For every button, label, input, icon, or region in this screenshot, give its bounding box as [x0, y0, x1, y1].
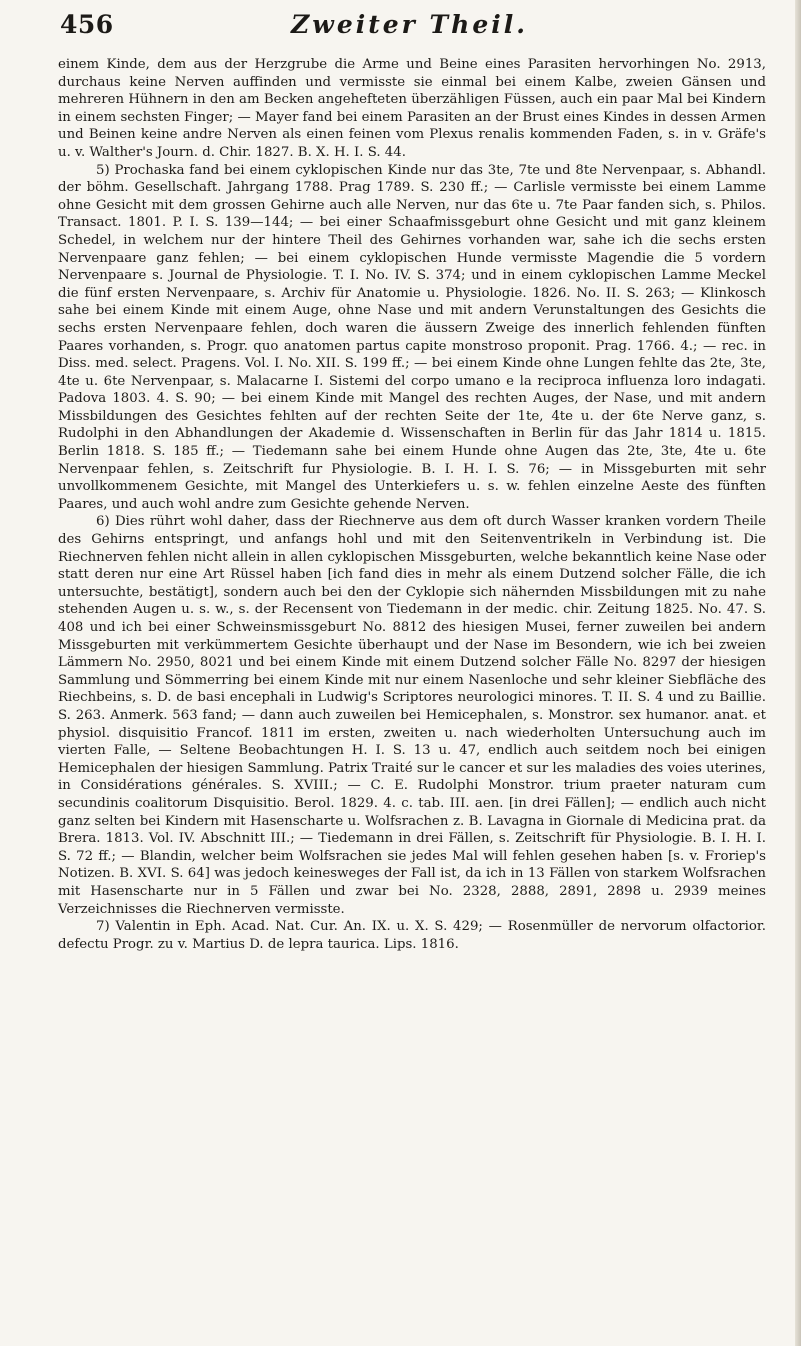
- page-header: [60, 10, 759, 50]
- body-text: [58, 56, 766, 953]
- footnote-5: 5) Prochaska fand bei einem cyklopischen Kinde nur das 3te, 7te und 8te Nervenpaar, s. Abhandl. der böhm. Gesellschaft. Jahrgang 1788. Prag 1789. S. 230 ff.; — Carlisle vermisste bei einem Lamme ohne Gesicht mit dem grossen Gehirne auch alle Nerven, nur das 6te u. 7te Paar fanden sich, s. Philos. Transact. 1801. P. I. S. 139—144; — bei einer Schaafmissgeburt ohne Gesicht und mit ganz kleinem Schedel, in welchem nur der hintere Theil des Gehirnes vorhanden war, sahe ich die sechs ersten Nervenpaare ganz fehlen; — bei einem cyklopischen Hunde vermisste Magendie die 5 vordern Nervenpaare s. Journal de Physiologie. T. I. No. IV. S. 374; und in einem cyklopischen Lamme Meckel die fünf ersten Nervenpaare, s. Archiv für Anatomie u. Physiologie. 1826. No. II. S. 263; — Klinkosch sahe bei einem Kinde mit einem Auge, ohne Nase und mit andern Verunstaltungen des Gesichts die sechs ersten Nervenpaare fehlen, doch waren die äussern Zweige des innerlich fehlenden fünften Paares vorhanden, s. Progr. quo anatomen partus capite monstroso proponit. Prag. 1766. 4.; — rec. in Diss. med. select. Pragens. Vol. I. No. XII. S. 199 ff.; — bei einem Kinde ohne Lungen fehlte das 2te, 3te, 4te u. 6te Nervenpaar, s. Malacarne I. Sistemi del corpo umano e la reciproca influenza loro indagati. Padova 1803. 4. S. 90; — bei einem Kinde mit Mangel des rechten Auges, der Nase, und mit andern Missbildungen des Gesichtes fehlten auf der rechten Seite der 1te, 4te u. der 6te Nerve ganz, s. Rudolphi in den Abhandlungen der Akademie d. Wissenschaften in Berlin für das Jahr 1814 u. 1815. Berlin 1818. S. 185 ff.; — Tiedemann sahe bei einem Hunde ohne Augen das 2te, 3te, 4te u. 6te Nervenpaar fehlen, s. Zeitschrift fur Physiologie. B. I. H. I. S. 76; — in Missgeburten mit sehr unvollkommenem Gesichte, mit Mangel des Unterkiefers u. s. w. fehlen einzelne Aeste des fünften Paares, und auch wohl andre zum Gesichte gehende Nerven.: [58, 162, 766, 512]
- paragraph-continuation: einem Kinde, dem aus der Herzgrube die Arme und Beine eines Parasiten hervorhingen No. 2913, durchaus keine Nerven auffinden und vermisste sie einmal bei einem Kalbe, zweien Gänsen und mehreren Hühnern in den am Becken angehefteten überzähligen Füssen, auch ein paar Mal bei Kindern in einem sechsten Finger; — Mayer fand bei einem Parasiten an der Brust eines Kindes in dessen Armen und Beinen keine andre Nerven als einen feinen vom Plexus renalis kommenden Faden, s. in v. Gräfe's u. v. Walther's Journ. d. Chir. 1827. B. X. H. I. S. 44.: [58, 57, 766, 160]
- footnote-6: 6) Dies rührt wohl daher, dass der Riechnerve aus dem oft durch Wasser kranken vordern Theile des Gehirns entspringt, und anfangs hohl und mit den Seitenventrikeln in Verbindung ist. Die Riechnerven fehlen nicht allein in allen cyklopischen Missgeburten, welche bekanntlich keine Nase oder statt deren nur eine Art Rüssel haben [ich fand dies in mehr als einem Dutzend solcher Fälle, die ich untersuchte, bestätigt], sondern auch bei den der Cyklopie sich nähernden Missbildungen mit zu nahe stehenden Augen u. s. w., s. der Recensent von Tiedemann in der medic. chir. Zeitung 1825. No. 47. S. 408 und ich bei einer Schweinsmissgeburt No. 8812 des hiesigen Musei, ferner zuweilen bei andern Missgeburten mit verkümmertem Gesichte überhaupt und der Nase im Besondern, wie ich bei zweien Lämmern No. 2950, 8021 und bei einem Kinde mit einem Dutzend solcher Fälle No. 8297 der hiesigen Sammlung und Sömmerring bei einem Kinde mit nur einem Nasenloche und sehr kleiner Siebfläche des Riechbeins, s. D. de basi encephali in Ludwig's Scriptores neurologici minores. T. II. S. 4 und zu Baillie. S. 263. Anmerk. 563 fand; — dann auch zuweilen bei Hemicephalen, s. Monstror. sex humanor. anat. et physiol. disquisitio Francof. 1811 im ersten, zweiten u. nach wiederholten Untersuchung auch im vierten Falle, — Seltene Beobachtungen H. I. S. 13 u. 47, endlich auch seitdem noch bei einigen Hemicephalen der hiesigen Sammlung. Patrix Traité sur le cancer et sur les maladies des voies uterines, in Considérations générales. S. XVIII.; — C. E. Rudolphi Monstror. trium praeter naturam cum secundinis coalitorum Disquisitio. Berol. 1829. 4. c. tab. III. aen. [in drei Fällen]; — endlich auch nicht ganz selten bei Kindern mit Hasenscharte u. Wolfsrachen z. B. Lavagna in Giornale di Medicina prat. da Brera. 1813. Vol. IV. Abschnitt III.; — Tiedemann in drei Fällen, s. Zeitschrift für Physiologie. B. I. H. I. S. 72 ff.; — Blandin, welcher beim Wolfsrachen sie jedes Mal will fehlen gesehen haben [s. v. Froriep's Notizen. B. XVI. S. 64] was jedoch keinesweges der Fall ist, da ich in 13 Fällen von starkem Wolfsrachen mit Hasenscharte nur in 5 Fällen und zwar bei No. 2328, 2888, 2891, 2898 u. 2939 meines Verzeichnisses die Riechnerven vermisste.: [58, 514, 766, 917]
- page-number: 456: [60, 10, 114, 39]
- footnote-7: 7) Valentin in Eph. Acad. Nat. Cur. An. IX. u. X. S. 429; — Rosenmüller de nervorum olfactorior. defectu Progr. zu v. Martius D. de lepra taurica. Lips. 1816.: [58, 919, 766, 952]
- page-edge-shadow: [795, 0, 801, 1346]
- running-title: Zweiter Theil.: [291, 10, 528, 39]
